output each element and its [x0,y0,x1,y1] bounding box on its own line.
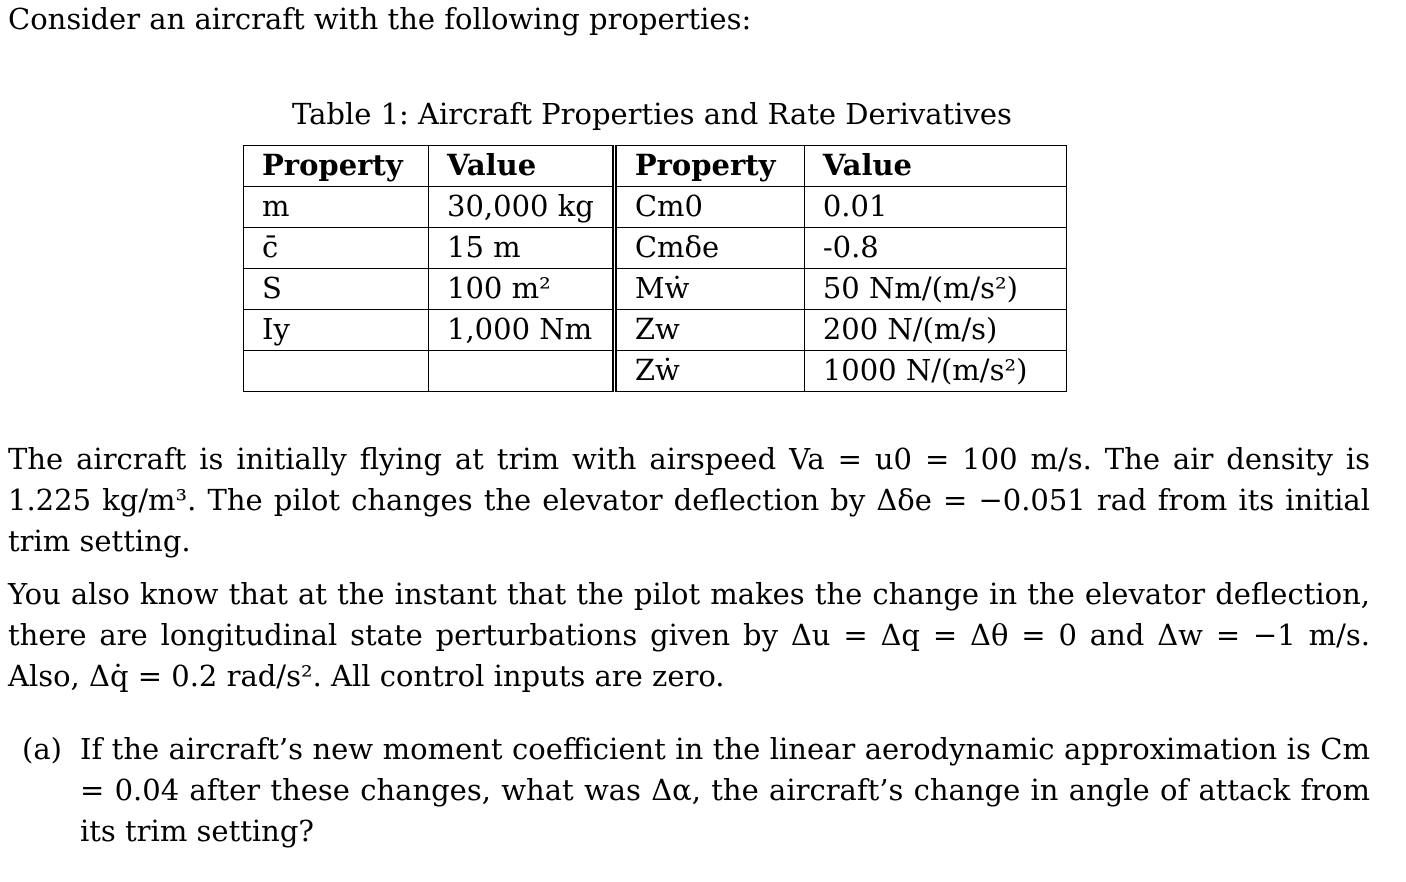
intro-text: Consider an aircraft with the following properties: [8,2,752,36]
table-row [244,269,1067,310]
paragraph-trim-conditions: The aircraft is initially flying at trim with airspeed Va = u0 = 100 m/s. The air density is 1.225 kg/m³. The pilot changes the elevator deflection by Δδe = −0.051 rad from its initial trim setting. [8,442,1370,558]
table-cell: Cm0 [614,187,804,228]
table-cell: c̄ [244,228,429,269]
table-row [244,228,1067,269]
table-cell: -0.8 [804,228,1066,269]
table-cell [244,351,429,392]
table-cell: 100 m² [429,269,615,310]
header-property-1: Property [244,146,429,187]
paragraph-state-perturbations: You also know that at the instant that the pilot makes the change in the elevator deflection, there are longitudinal state perturbations given by Δu = Δq = Δθ = 0 and Δw = −1 m/s. Also, Δq̇ = 0.2 rad/s². All control inputs are zero. [8,577,1370,693]
question-text: If the aircraft’s new moment coefficient in the linear aerodynamic approximation is Cm = 0.04 after these changes, what was Δα, the aircraft’s change in angle of attack from its trim setting? [80,732,1370,848]
table-cell: 50 Nm/(m/s²) [804,269,1066,310]
table-header-row [244,146,1067,187]
header-value-1: Value [429,146,615,187]
table-caption: Table 1: Aircraft Properties and Rate Derivatives [292,97,1012,131]
table-cell: 1,000 Nm [429,310,615,351]
table-cell: m [244,187,429,228]
table-cell: Mẇ [614,269,804,310]
table-cell: Zẇ [614,351,804,392]
table-row [244,351,1067,392]
table-row [244,187,1067,228]
table-cell: S [244,269,429,310]
table-cell [429,351,615,392]
header-value-2: Value [804,146,1066,187]
table-cell: Zw [614,310,804,351]
table-cell: 15 m [429,228,615,269]
table-cell: 30,000 kg [429,187,615,228]
question-part-a [22,729,1370,852]
table-cell: 1000 N/(m/s²) [804,351,1066,392]
aircraft-properties-table [243,145,1067,392]
header-property-2: Property [614,146,804,187]
table-cell: 200 N/(m/s) [804,310,1066,351]
question-label: (a) [22,732,62,766]
table-cell: 0.01 [804,187,1066,228]
table-row [244,310,1067,351]
table-cell: Cmδe [614,228,804,269]
table-cell: Iy [244,310,429,351]
